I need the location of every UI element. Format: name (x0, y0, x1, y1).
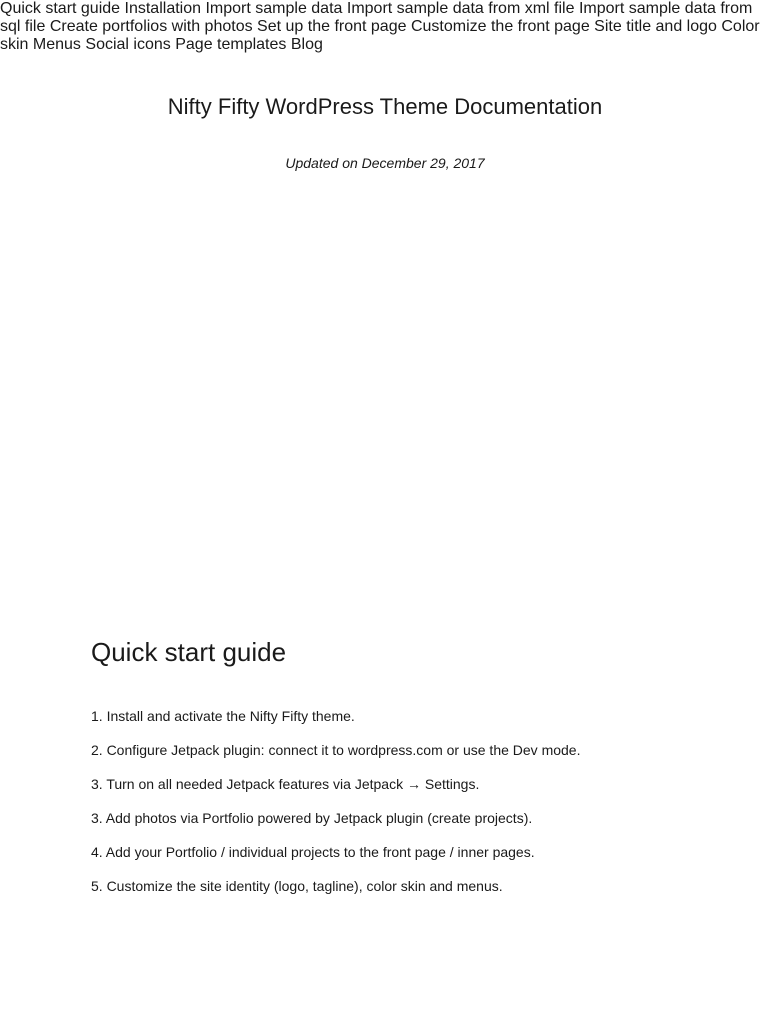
quick-start-heading: Quick start guide (91, 637, 287, 667)
toc-link-quick-start-guide[interactable]: Quick start guide (0, 0, 121, 17)
toc-link-social-icons[interactable]: Social icons (85, 36, 171, 53)
document-title: Nifty Fifty WordPress Theme Documentation (167, 94, 603, 119)
toc-link-page-templates[interactable]: Page templates (175, 36, 287, 53)
toc-link-import-sample-data[interactable]: Import sample data (205, 0, 343, 17)
quick-start-step: 5. Customize the site identity (logo, tagline), color skin and menus. (91, 878, 503, 894)
table-of-contents (0, 0, 770, 54)
toc-link-installation[interactable]: Installation (124, 0, 202, 17)
quick-start-step: 4. Add your Portfolio / individual projects to the front page / inner pages. (91, 844, 535, 860)
toc-link-menus[interactable]: Menus (32, 36, 81, 53)
toc-link-color-skin[interactable]: Color skin (0, 18, 760, 53)
toc-link-import-sql[interactable]: Import sample data from sql file (0, 0, 753, 35)
quick-start-step: 1. Install and activate the Nifty Fifty theme. (91, 708, 355, 724)
toc-link-customize-front-page[interactable]: Customize the front page (410, 18, 590, 35)
quick-start-step: 2. Configure Jetpack plugin: connect it to wordpress.com or use the Dev mode. (91, 742, 581, 758)
toc-link-import-xml[interactable]: Import sample data from xml file (346, 0, 575, 17)
toc-link-front-page-setup[interactable]: Set up the front page (257, 18, 407, 35)
toc-link-site-title-logo[interactable]: Site title and logo (594, 18, 717, 35)
document-updated-date: Updated on December 29, 2017 (285, 155, 485, 171)
quick-start-step: 3. Add photos via Portfolio powered by Jetpack plugin (create projects). (91, 810, 533, 826)
quick-start-step: 3. Turn on all needed Jetpack features via Jetpack → Settings. (91, 776, 480, 792)
toc-link-create-portfolios[interactable]: Create portfolios with photos (49, 18, 253, 35)
toc-link-blog[interactable]: Blog (290, 36, 323, 53)
